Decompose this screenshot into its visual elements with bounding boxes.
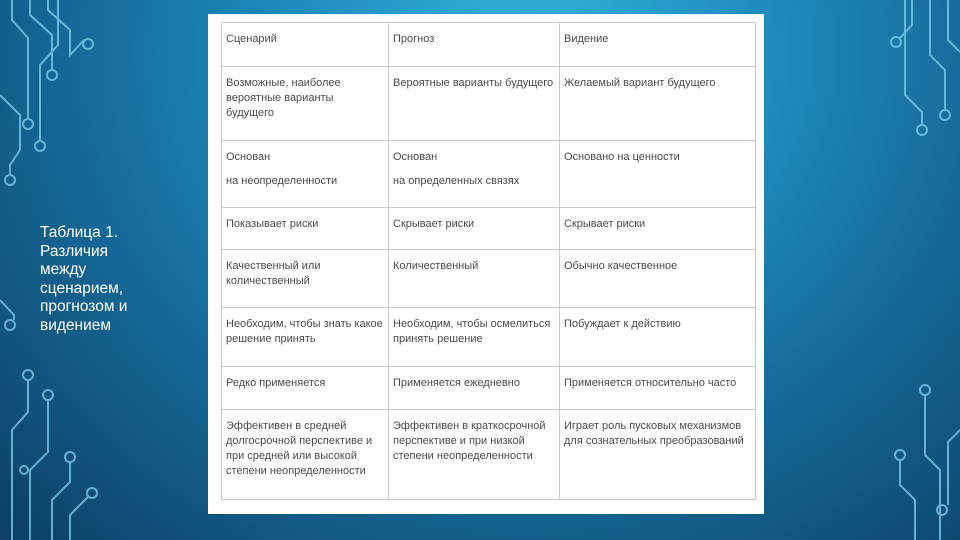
- table-cell: Обычно качественное: [560, 250, 756, 308]
- table-cell: Необходим, чтобы осмелиться принять решение: [389, 308, 560, 367]
- table-cell: Редко применяется: [222, 367, 389, 410]
- slide-caption: Таблица 1. Различия между сценарием, прогнозом и видением: [40, 224, 128, 334]
- table-row: [222, 141, 756, 208]
- comparison-table: [221, 22, 756, 500]
- cell-line: на неопределенности: [226, 175, 338, 187]
- table-row: [222, 367, 756, 410]
- table-card: [208, 14, 764, 514]
- table-row: [222, 308, 756, 367]
- table-cell: Основано на ценности: [560, 141, 756, 208]
- header-forecast: Прогноз: [389, 23, 560, 67]
- table-cell: Вероятные варианты будущего: [389, 67, 560, 141]
- table-cell: Возможные, наиболее вероятные варианты будущего: [222, 67, 389, 141]
- table-row: [222, 250, 756, 308]
- cell-line: Основан: [226, 151, 271, 163]
- table-cell: [389, 141, 560, 208]
- table-cell: Скрывает риски: [560, 208, 756, 250]
- table-cell: Эффективен в средней долгосрочной перспективе и при средней или высокой степени неопределенности: [222, 410, 389, 500]
- table-cell: Показывает риски: [222, 208, 389, 250]
- table-cell: Желаемый вариант будущего: [560, 67, 756, 141]
- table-cell: Побуждает к действию: [560, 308, 756, 367]
- header-vision: Видение: [560, 23, 756, 67]
- table-cell: Эффективен в краткосрочной перспективе и при низкой степени неопределенности: [389, 410, 560, 500]
- table-row: [222, 208, 756, 250]
- table-cell: [222, 141, 389, 208]
- cell-line: Основан: [393, 151, 438, 163]
- table-cell: Применяется ежедневно: [389, 367, 560, 410]
- table-cell: Необходим, чтобы знать какое решение принять: [222, 308, 389, 367]
- cell-line: на определенных связях: [393, 175, 520, 187]
- table-cell: Применяется относительно часто: [560, 367, 756, 410]
- table-cell: Качественный или количественный: [222, 250, 389, 308]
- table-header-row: [222, 23, 756, 67]
- table-row: [222, 410, 756, 500]
- table-cell: Играет роль пусковых механизмов для сознательных преобразований: [560, 410, 756, 500]
- header-scenario: Сценарий: [222, 23, 389, 67]
- table-cell: Скрывает риски: [389, 208, 560, 250]
- table-row: [222, 67, 756, 141]
- table-cell: Количественный: [389, 250, 560, 308]
